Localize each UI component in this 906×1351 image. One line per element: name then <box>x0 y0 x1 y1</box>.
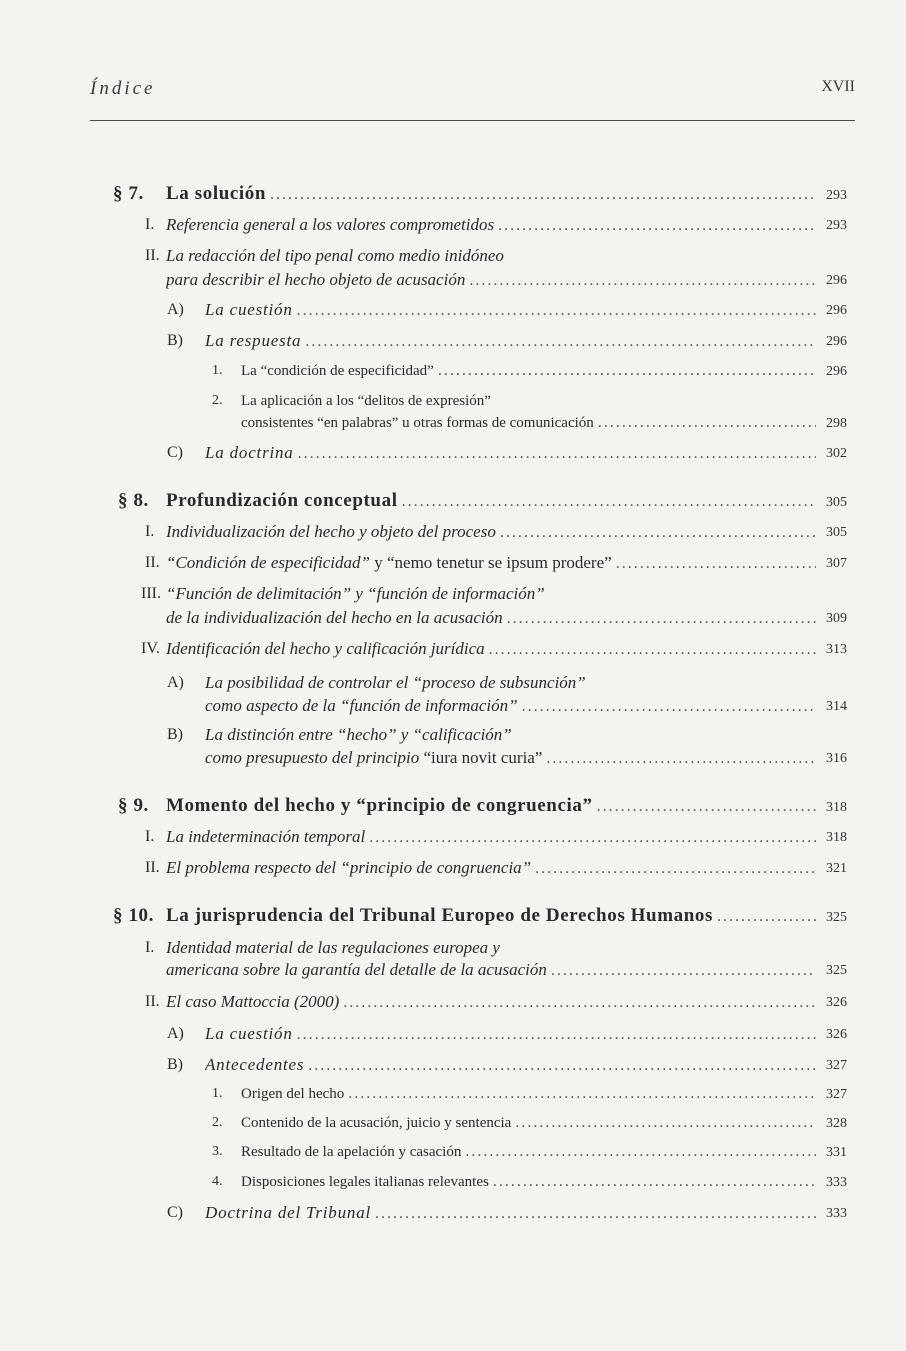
toc-title: La solución <box>166 183 267 204</box>
leader-dots <box>535 857 816 880</box>
toc-number: A) <box>167 674 184 691</box>
toc-number: § 8. <box>118 490 149 511</box>
leader-dots <box>551 959 816 982</box>
toc-page: 296 <box>826 334 847 349</box>
toc-number: 1. <box>212 363 223 378</box>
toc-title: Identificación del hecho y calificación jurídica <box>166 639 485 658</box>
toc-title-line2: para describir el hecho objeto de acusación <box>166 270 466 289</box>
leader-dots <box>305 330 816 353</box>
toc-title-line1: La posibilidad de controlar el “proceso de subsunción” <box>205 673 586 692</box>
toc-page: 296 <box>826 364 847 379</box>
toc-number: I. <box>145 828 155 845</box>
toc-number: II. <box>145 247 160 264</box>
toc-page: 326 <box>826 1027 847 1042</box>
toc-number: I. <box>145 523 155 540</box>
toc-number: II. <box>145 859 160 876</box>
toc-page: 325 <box>826 910 847 925</box>
leader-dots <box>498 214 816 237</box>
toc-page: 298 <box>826 416 847 431</box>
toc-number: A) <box>167 1025 184 1042</box>
toc-title: Referencia general a los valores comprometidos <box>166 215 495 234</box>
toc-number: 2. <box>212 393 223 408</box>
toc-title: Profundización conceptual <box>166 490 398 511</box>
toc-title: Resultado de la apelación y casación <box>241 1144 462 1160</box>
toc-page: 333 <box>826 1175 847 1190</box>
toc-title-line1: La redacción del tipo penal como medio inidóneo <box>166 246 504 265</box>
toc-page: 316 <box>826 751 847 766</box>
toc-title-italic: como presupuesto del principio <box>205 748 420 767</box>
leader-dots <box>515 1111 816 1135</box>
toc-page: 305 <box>826 525 847 540</box>
toc-title-line2: americana sobre la garantía del detalle de la acusación <box>166 960 547 979</box>
toc-title: Disposiciones legales italianas relevantes <box>241 1174 489 1190</box>
leader-dots <box>469 269 816 292</box>
toc-page: 326 <box>826 995 847 1010</box>
header-page-number: XVII <box>821 78 855 95</box>
leader-dots <box>598 411 816 435</box>
toc-page: 314 <box>826 699 847 714</box>
toc-number: 2. <box>212 1115 223 1130</box>
toc-page: 293 <box>826 188 847 203</box>
toc-title: Contenido de la acusación, juicio y sentencia <box>241 1115 512 1131</box>
toc-title-roman: “iura novit curia” <box>419 748 543 767</box>
leader-dots <box>717 905 816 928</box>
leader-dots <box>597 795 816 818</box>
toc-title-line2 <box>205 746 542 770</box>
toc-title-line2: de la individualización del hecho en la acusación <box>166 608 503 627</box>
toc-number: C) <box>167 1204 183 1221</box>
toc-title-roman: y “nemo tenetur se ipsum prodere” <box>369 553 612 572</box>
toc-number: B) <box>167 726 183 743</box>
toc-page: 318 <box>826 830 847 845</box>
toc-page: 333 <box>826 1206 847 1221</box>
toc-page: 309 <box>826 611 847 626</box>
toc-page: 327 <box>826 1058 847 1073</box>
toc-page: 328 <box>826 1116 847 1131</box>
toc-title-line1: Identidad material de las regulaciones europea y <box>166 938 500 957</box>
toc-title: Momento del hecho y “principio de congruencia” <box>166 795 593 816</box>
leader-dots <box>489 638 816 661</box>
toc-page: 318 <box>826 800 847 815</box>
toc-page: 296 <box>826 273 847 288</box>
header-title: Índice <box>90 78 156 99</box>
toc-page: 313 <box>826 642 847 657</box>
toc-page: 321 <box>826 861 847 876</box>
toc-title-line1: La aplicación a los “delitos de expresión” <box>241 393 491 409</box>
leader-dots <box>493 1170 816 1194</box>
leader-dots <box>348 1082 816 1106</box>
leader-dots <box>308 1054 816 1077</box>
toc-title: Doctrina del Tribunal <box>205 1203 372 1222</box>
leader-dots <box>402 490 816 513</box>
toc-number: 3. <box>212 1144 223 1159</box>
toc-number: IV. <box>141 640 160 657</box>
toc-number: § 10. <box>113 905 154 926</box>
toc-title <box>166 551 612 575</box>
toc-page: 293 <box>826 218 847 233</box>
toc-title: La “condición de especificidad” <box>241 363 434 379</box>
toc-number: II. <box>145 554 160 571</box>
toc-number: C) <box>167 444 183 461</box>
toc-number: B) <box>167 1056 183 1073</box>
leader-dots <box>343 991 816 1014</box>
toc-number: B) <box>167 332 183 349</box>
toc-title-line1: “Función de delimitación” y “función de información” <box>166 584 545 603</box>
leader-dots <box>500 521 816 544</box>
leader-dots <box>297 1023 816 1046</box>
toc-page: 327 <box>826 1087 847 1102</box>
toc-title: La indeterminación temporal <box>166 827 366 846</box>
toc-title-italic: “Condición de especificidad” <box>166 553 370 572</box>
toc-title: La respuesta <box>205 331 302 350</box>
toc-number: I. <box>145 939 155 956</box>
toc-number: § 7. <box>113 183 144 204</box>
leader-dots <box>270 183 816 206</box>
toc-number: 4. <box>212 1174 223 1189</box>
leader-dots <box>616 552 816 575</box>
toc-number: 1. <box>212 1086 223 1101</box>
leader-dots <box>369 826 816 849</box>
toc-title: El problema respecto del “principio de congruencia” <box>166 858 532 877</box>
toc-title-line1: La distinción entre “hecho” y “calificación” <box>205 725 512 744</box>
toc-page: 325 <box>826 963 847 978</box>
toc-page: 302 <box>826 446 847 461</box>
toc-page: 305 <box>826 495 847 510</box>
toc-title: El caso Mattoccia (2000) <box>166 992 340 1011</box>
toc-number: II. <box>145 993 160 1010</box>
toc-page: 307 <box>826 556 847 571</box>
leader-dots <box>298 442 816 465</box>
leader-dots <box>522 695 816 718</box>
toc-title: Antecedentes <box>205 1055 305 1074</box>
toc-title-line2: como aspecto de la “función de información” <box>205 696 518 715</box>
leader-dots <box>465 1140 816 1164</box>
toc-title: La doctrina <box>205 443 294 462</box>
toc-title: La jurisprudencia del Tribunal Europeo de Derechos Humanos <box>166 905 713 926</box>
leader-dots <box>297 299 816 322</box>
leader-dots <box>507 607 816 630</box>
toc-number: III. <box>141 585 161 602</box>
toc-number: A) <box>167 301 184 318</box>
toc-number: § 9. <box>118 795 149 816</box>
toc-title: Origen del hecho <box>241 1086 345 1102</box>
leader-dots <box>375 1202 816 1225</box>
leader-dots <box>546 747 816 770</box>
toc-title-line2: consistentes “en palabras” u otras formas de comunicación <box>241 415 594 431</box>
toc-number: I. <box>145 216 155 233</box>
toc-page: 331 <box>826 1145 847 1160</box>
toc-title: Individualización del hecho y objeto del proceso <box>166 522 496 541</box>
leader-dots <box>438 359 816 383</box>
toc-title: La cuestión <box>205 300 293 319</box>
toc-page: 296 <box>826 303 847 318</box>
toc-title: La cuestión <box>205 1024 293 1043</box>
